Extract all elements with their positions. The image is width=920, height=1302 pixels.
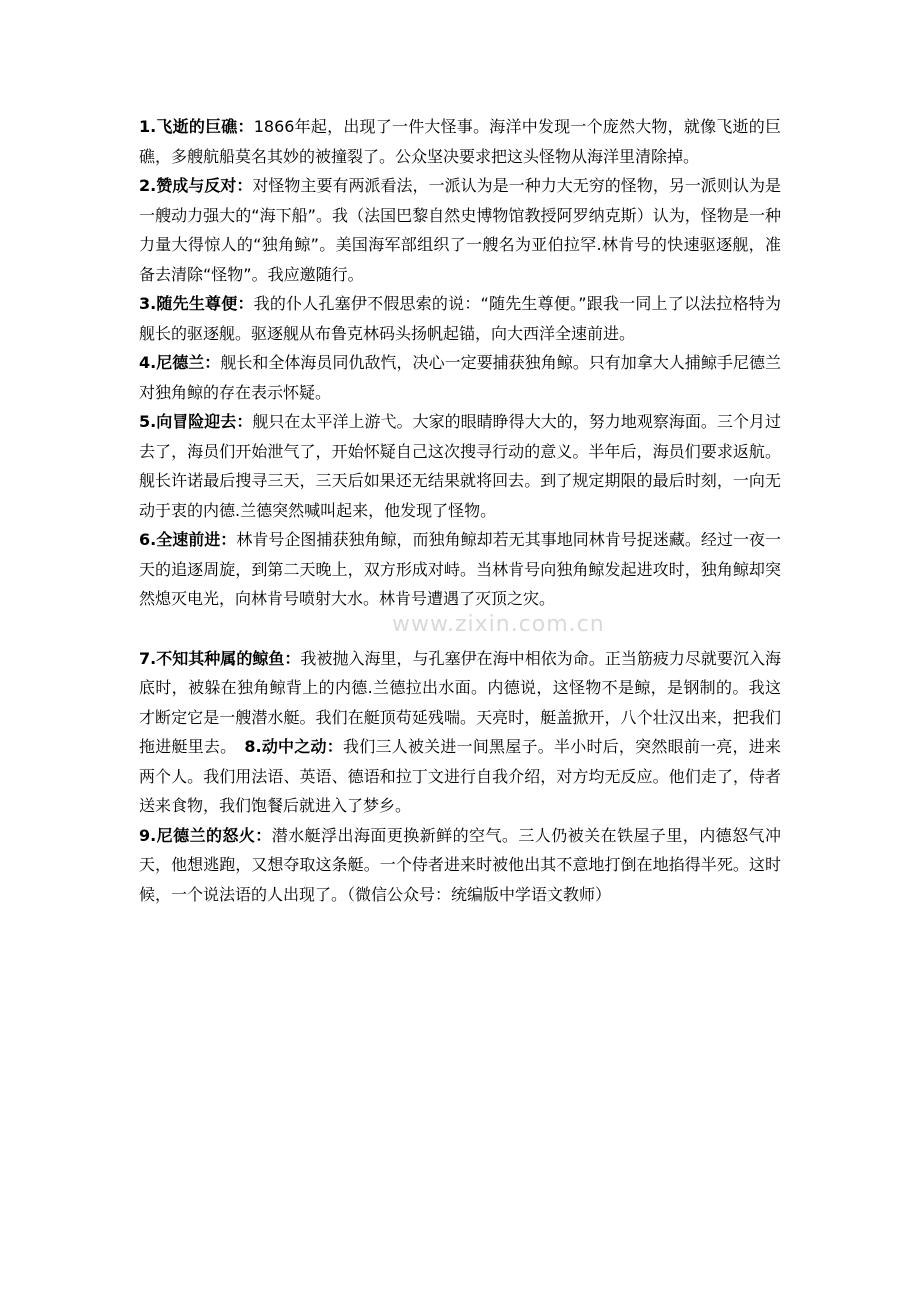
section-9 <box>139 821 781 910</box>
section-2 <box>139 171 781 289</box>
section-5-heading: 5.向冒险迎去： <box>139 412 253 431</box>
section-3-heading: 3.随先生尊便： <box>139 294 254 313</box>
section-1-heading: 1.飞逝的巨礁： <box>139 117 254 136</box>
section-6 <box>139 525 781 614</box>
section-8-heading: 8.动中之动： <box>244 737 343 756</box>
section-8-text: 我们三人被关进一间黑屋子。半小时后，突然眼前一亮，进来两个人。我们用法语、英语、德语和拉丁文进行自我介绍，对方均无反应。他们走了，侍者送来食物，我们饱餐后就进入了梦乡。 <box>139 737 781 815</box>
section-9-text: 潜水艇浮出海面更换新鲜的空气。三人仍被关在铁屋子里，内德怒气冲天，他想逃跑，又想夺取这条艇。一个侍者进来时被他出其不意地打倒在地掐得半死。这时候，一个说法语的人出现了。（微信公众号：统编版中学语文教师） <box>139 825 781 904</box>
section-3 <box>139 289 781 348</box>
section-1 <box>139 112 781 171</box>
section-5 <box>139 407 781 525</box>
section-9-heading: 9.尼德兰的怒火： <box>139 825 272 845</box>
section-7 <box>139 644 781 821</box>
section-3-text: 我的仆人孔塞伊不假思索的说：“随先生尊便。”跟我一同上了以法拉格特为舰长的驱逐舰。驱逐舰从布鲁克林码头扬帆起锚，向大西洋全速前进。 <box>139 294 781 343</box>
document-body <box>139 112 781 909</box>
section-5-text: 舰只在太平洋上游弋。大家的眼睛睁得大大的，努力地观察海面。三个月过去了，海员们开始泄气了，开始怀疑自己这次搜寻行动的意义。半年后，海员们要求返航。舰长许诺最后搜寻三天，三天后如果还无结果就将回去。到了规定期限的最后时刻，一向无动于衷的内德.兰德突然喊叫起来，他发现了怪物。 <box>139 412 781 520</box>
section-6-text: 林肯号企图捕获独角鲸，而独角鲸却若无其事地同林肯号捉迷藏。经过一夜一天的追逐周旋，到第二天晚上，双方形成对峙。当林肯号向独角鲸发起进攻时，独角鲸却突然熄灭电光，向林肯号喷射大水。林肯号遭遇了灭顶之灾。 <box>139 530 781 608</box>
section-7-text: 我被抛入海里，与孔塞伊在海中相依为命。正当筋疲力尽就要沉入海底时，被躲在独角鲸背上的内德.兰德拉出水面。内德说，这怪物不是鲸，是钢制的。我这才断定它是一艘潜水艇。我们在艇顶苟延残喘。天亮时，艇盖掀开，八个壮汉出来，把我们拖进艇里去。 <box>139 648 781 756</box>
section-4-heading: 4.尼德兰： <box>139 353 221 372</box>
section-1-text: 1866年起，出现了一件大怪事。海洋中发现一个庞然大物，就像飞逝的巨礁，多艘航船莫名其妙的被撞裂了。公众坚决要求把这头怪物从海洋里清除掉。 <box>139 117 781 166</box>
section-2-text: 对怪物主要有两派看法，一派认为是一种力大无穷的怪物，另一派则认为是一艘动力强大的“海下船”。我（法国巴黎自然史博物馆教授阿罗纳克斯）认为，怪物是一种力量大得惊人的“独角鲸”。美国海军部组织了一艘名为亚伯拉罕.林肯号的快速驱逐舰，准备去清除“怪物”。我应邀随行。 <box>139 176 781 284</box>
section-4-text: 舰长和全体海员同仇敌忾，决心一定要捕获独角鲸。只有加拿大人捕鲸手尼德兰对独角鲸的存在表示怀疑。 <box>139 353 781 402</box>
section-7-heading: 7.不知其种属的鲸鱼： <box>139 648 301 668</box>
section-6-heading: 6.全速前进： <box>139 530 237 549</box>
watermark: www.zixin.com.cn <box>392 612 605 637</box>
section-2-heading: 2.赞成与反对： <box>139 176 253 195</box>
section-4 <box>139 348 781 407</box>
